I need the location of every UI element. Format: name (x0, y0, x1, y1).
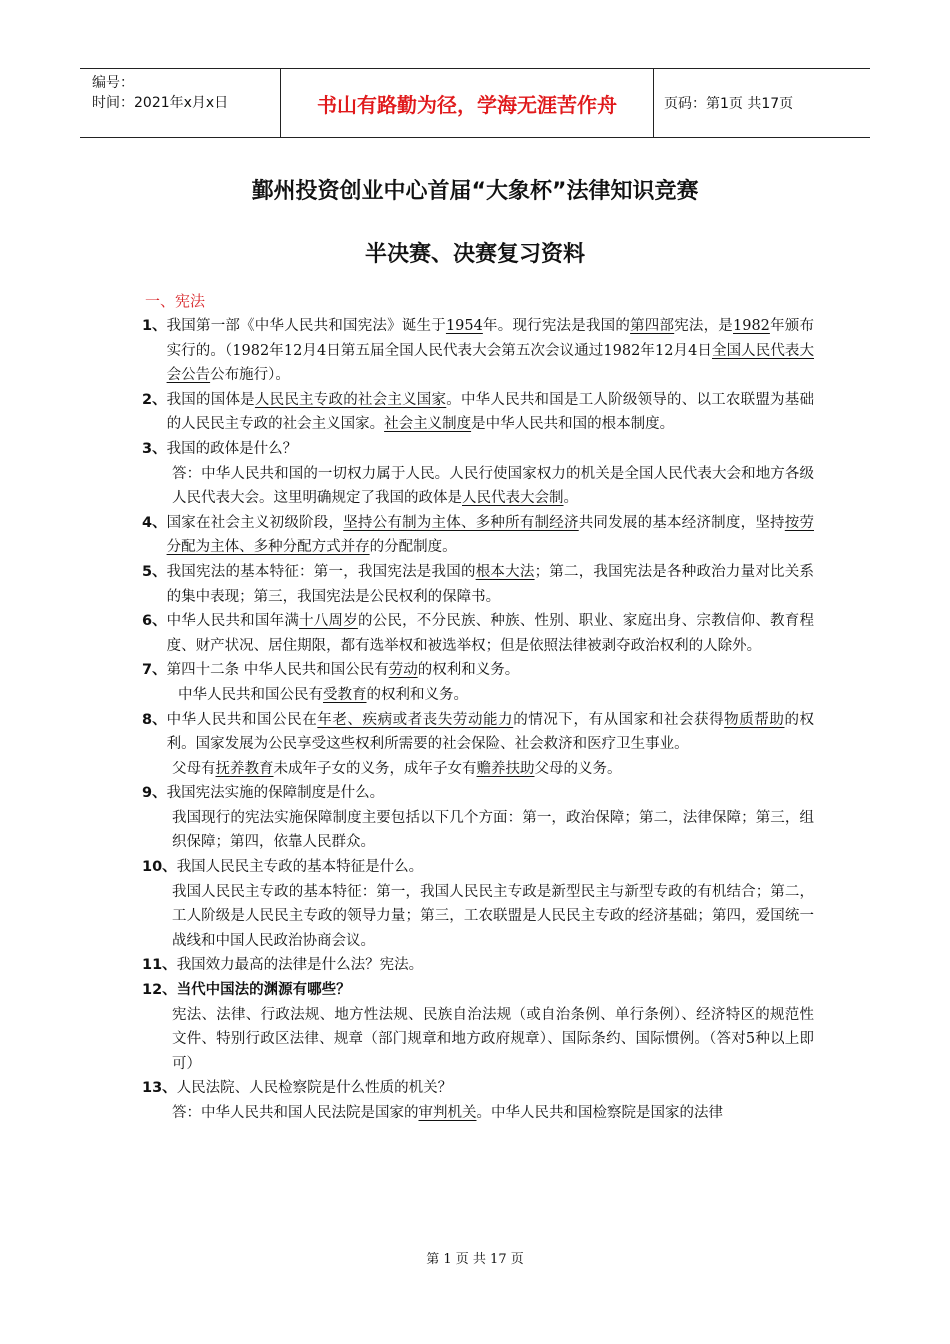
item-number: 12、 (142, 982, 177, 999)
text-run: 我国的国体是 (166, 391, 255, 408)
item-text: 我国宪法实施的保障制度是什么。 (166, 785, 385, 802)
header-motto: 书山有路勤为径，学海无涯苦作舟 (280, 69, 654, 137)
list-item (142, 781, 814, 806)
item-number: 9、 (142, 785, 167, 802)
text-run: 公布施行）。 (210, 367, 290, 384)
item-number: 7、 (142, 662, 167, 679)
item-answer (142, 757, 814, 782)
item-text: 我国的政体是什么？ (166, 440, 298, 457)
text-run: 中华人民共和国年满 (166, 613, 300, 630)
key-term: 根本大法 (475, 563, 535, 580)
list-item (142, 978, 814, 1003)
text-run: ；第二，我国宪法是各种政治力量对比关系的集中表现；第三，我国宪法是公民权利的保障书。 (166, 563, 814, 605)
item-text: 我国人民民主专政的基本特征是什么。 (176, 859, 424, 876)
text-run: 的分配制度。 (369, 539, 457, 556)
text-run: 中华人民共和国公民在 (166, 711, 318, 728)
key-term: 受教育 (323, 686, 367, 703)
item-text: 当代中国法的渊源有哪些？ (176, 982, 351, 999)
text-run: 的公民，不分民族、种族、性别、职业、家庭出身、宗教信仰、教育程度、财产状况、居住期限，都有选举权和被选举权；但是依照法律被剥夺政治权利的人除外。 (166, 613, 814, 654)
key-term: 赡养扶助 (476, 760, 535, 777)
item-text (167, 314, 814, 388)
item-number: 2、 (142, 391, 167, 408)
key-term: 人民代表大会制 (462, 490, 564, 507)
text-run: 中华人民共和国公民有 (178, 686, 323, 703)
item-text: 人民法院、人民检察院是什么性质的机关？ (176, 1080, 453, 1097)
item-number: 4、 (142, 514, 167, 531)
key-term: 坚持公有制为主体、多种所有制经济 (343, 514, 579, 531)
key-term: 审判机关 (418, 1105, 477, 1121)
header-meta (80, 69, 280, 137)
text-run: 的权利和义务。 (366, 686, 468, 703)
item-text (167, 511, 814, 560)
number-label: 编号： (92, 75, 134, 91)
key-term: 十八周岁 (299, 613, 358, 630)
section-heading: 一、宪法 (145, 292, 206, 310)
key-term: 年老、疾病或者丧失劳动能力 (317, 711, 514, 728)
key-term: 第四部 (630, 318, 675, 334)
document-subtitle: 半决赛、决赛复习资料 (364, 242, 585, 267)
text-run: 答：中华人民共和国的一切权力属于人民。人民行使国家权力的机关是全国人民代表大会和地方各级人民代表大会。这里明确规定了我国的政体是 (172, 465, 814, 507)
list-item (142, 855, 814, 880)
list-item (142, 609, 814, 658)
text-run: 国家在社会主义初级阶段， (166, 514, 344, 531)
item-number: 8、 (142, 711, 167, 728)
key-term: 全国人民代表大会公告 (166, 342, 814, 384)
item-number: 11、 (142, 957, 177, 974)
text-run: 年颁布实行的。（1982年12月4日第五届全国人民代表大会第五次会议通过1982年12月4日 (166, 318, 815, 359)
text-run: 共同发展的基本经济制度，坚持 (578, 514, 785, 531)
text-run: 父母有 (172, 760, 216, 777)
list-item (142, 560, 814, 609)
document-body (142, 314, 814, 1126)
item-text (167, 388, 814, 437)
key-term: 人民民主专政的社会主义国家 (254, 391, 447, 408)
item-number: 10、 (142, 859, 177, 876)
list-item (142, 511, 814, 560)
list-item (142, 708, 814, 757)
item-text (167, 658, 814, 683)
list-item (142, 314, 814, 388)
key-term: 1982 (733, 318, 770, 334)
item-number: 3、 (142, 440, 167, 457)
key-term: 社会主义制度 (384, 416, 472, 433)
text-run: 的权利。国家发展为公民享受这些权利所需要的社会保险、社会救济和医疗卫生事业。 (166, 711, 815, 753)
text-run: 我国宪法的基本特征：第一，我国宪法是我国的 (166, 563, 476, 580)
item-answer: 宪法、法律、行政法规、地方性法规、民族自治法规（或自治条例、单行条例）、经济特区的规范性文件、特别行政区法律、规章（部门规章和地方政府规章）、国际条约、国际惯例。（答对5种以上即可） (172, 1006, 814, 1072)
item-text (167, 708, 814, 757)
item-answer (142, 1101, 814, 1126)
page-footer: 第 1 页 共 17 页 (426, 1252, 524, 1267)
item-answer: 我国现行的宪法实施保障制度主要包括以下几个方面：第一，政治保障；第二，法律保障；第三，组织保障；第四，依靠人民群众。 (172, 809, 814, 851)
text-run: 宪法，是 (674, 318, 733, 334)
item-text (167, 609, 814, 658)
item-answer: 我国人民民主专政的基本特征：第一，我国人民民主专政是新型民主与新型专政的有机结合；第二，工人阶级是人民民主专政的领导力量；第三，工农联盟是人民民主专政的经济基础；第四，爱国统一战线和中国人民政治协商会议。 (172, 883, 814, 949)
text-run: 父母的义务。 (534, 760, 622, 777)
key-term: 按劳分配为主体、多种分配方式并存 (166, 514, 814, 556)
list-item (142, 953, 814, 978)
header-page-label: 页码：第1页 共17页 (664, 96, 794, 112)
item-answer (142, 462, 814, 511)
text-run: 是中华人民共和国的根本制度。 (471, 416, 675, 433)
item-number: 6、 (142, 613, 167, 630)
text-run: 的权利和义务。 (417, 662, 520, 679)
time-label: 时间：2021年x月x日 (92, 95, 229, 111)
key-term: 劳动 (388, 662, 418, 679)
text-run: 。 (563, 490, 578, 507)
key-term: 物质帮助 (724, 711, 785, 728)
text-run: 未成年子女的义务，成年子女有 (273, 760, 477, 777)
item-number: 13、 (142, 1080, 177, 1097)
text-run: 答：中华人民共和国人民法院是国家的 (172, 1105, 419, 1121)
item-text: 我国效力最高的法律是什么法？宪法。 (176, 957, 424, 974)
text-run: 我国第一部《中华人民共和国宪法》诞生于 (166, 318, 446, 334)
list-item (142, 658, 814, 683)
text-run: 。中华人民共和国检察院是国家的法律 (476, 1105, 723, 1121)
text-run: 。中华人民共和国是工人阶级领导的、以工农联盟为基础的人民民主专政的社会主义国家。 (166, 391, 814, 433)
list-item (142, 1076, 814, 1101)
page-header (80, 68, 870, 138)
text-run: 第四十二条 中华人民共和国公民有 (166, 662, 389, 679)
key-term: 抚养教育 (215, 760, 274, 777)
text-run: 的情况下，有从国家和社会获得 (513, 711, 725, 728)
list-item (142, 437, 814, 462)
key-term: 1954 (445, 318, 483, 334)
item-number: 1、 (142, 318, 167, 334)
list-item (142, 388, 814, 437)
item-number: 5、 (142, 563, 167, 580)
text-run: 年。现行宪法是我国的 (482, 318, 631, 334)
item-text (167, 560, 814, 609)
item-answer (142, 683, 814, 708)
document-title: 鄞州投资创业中心首届“大象杯”法律知识竞赛 (251, 179, 699, 204)
